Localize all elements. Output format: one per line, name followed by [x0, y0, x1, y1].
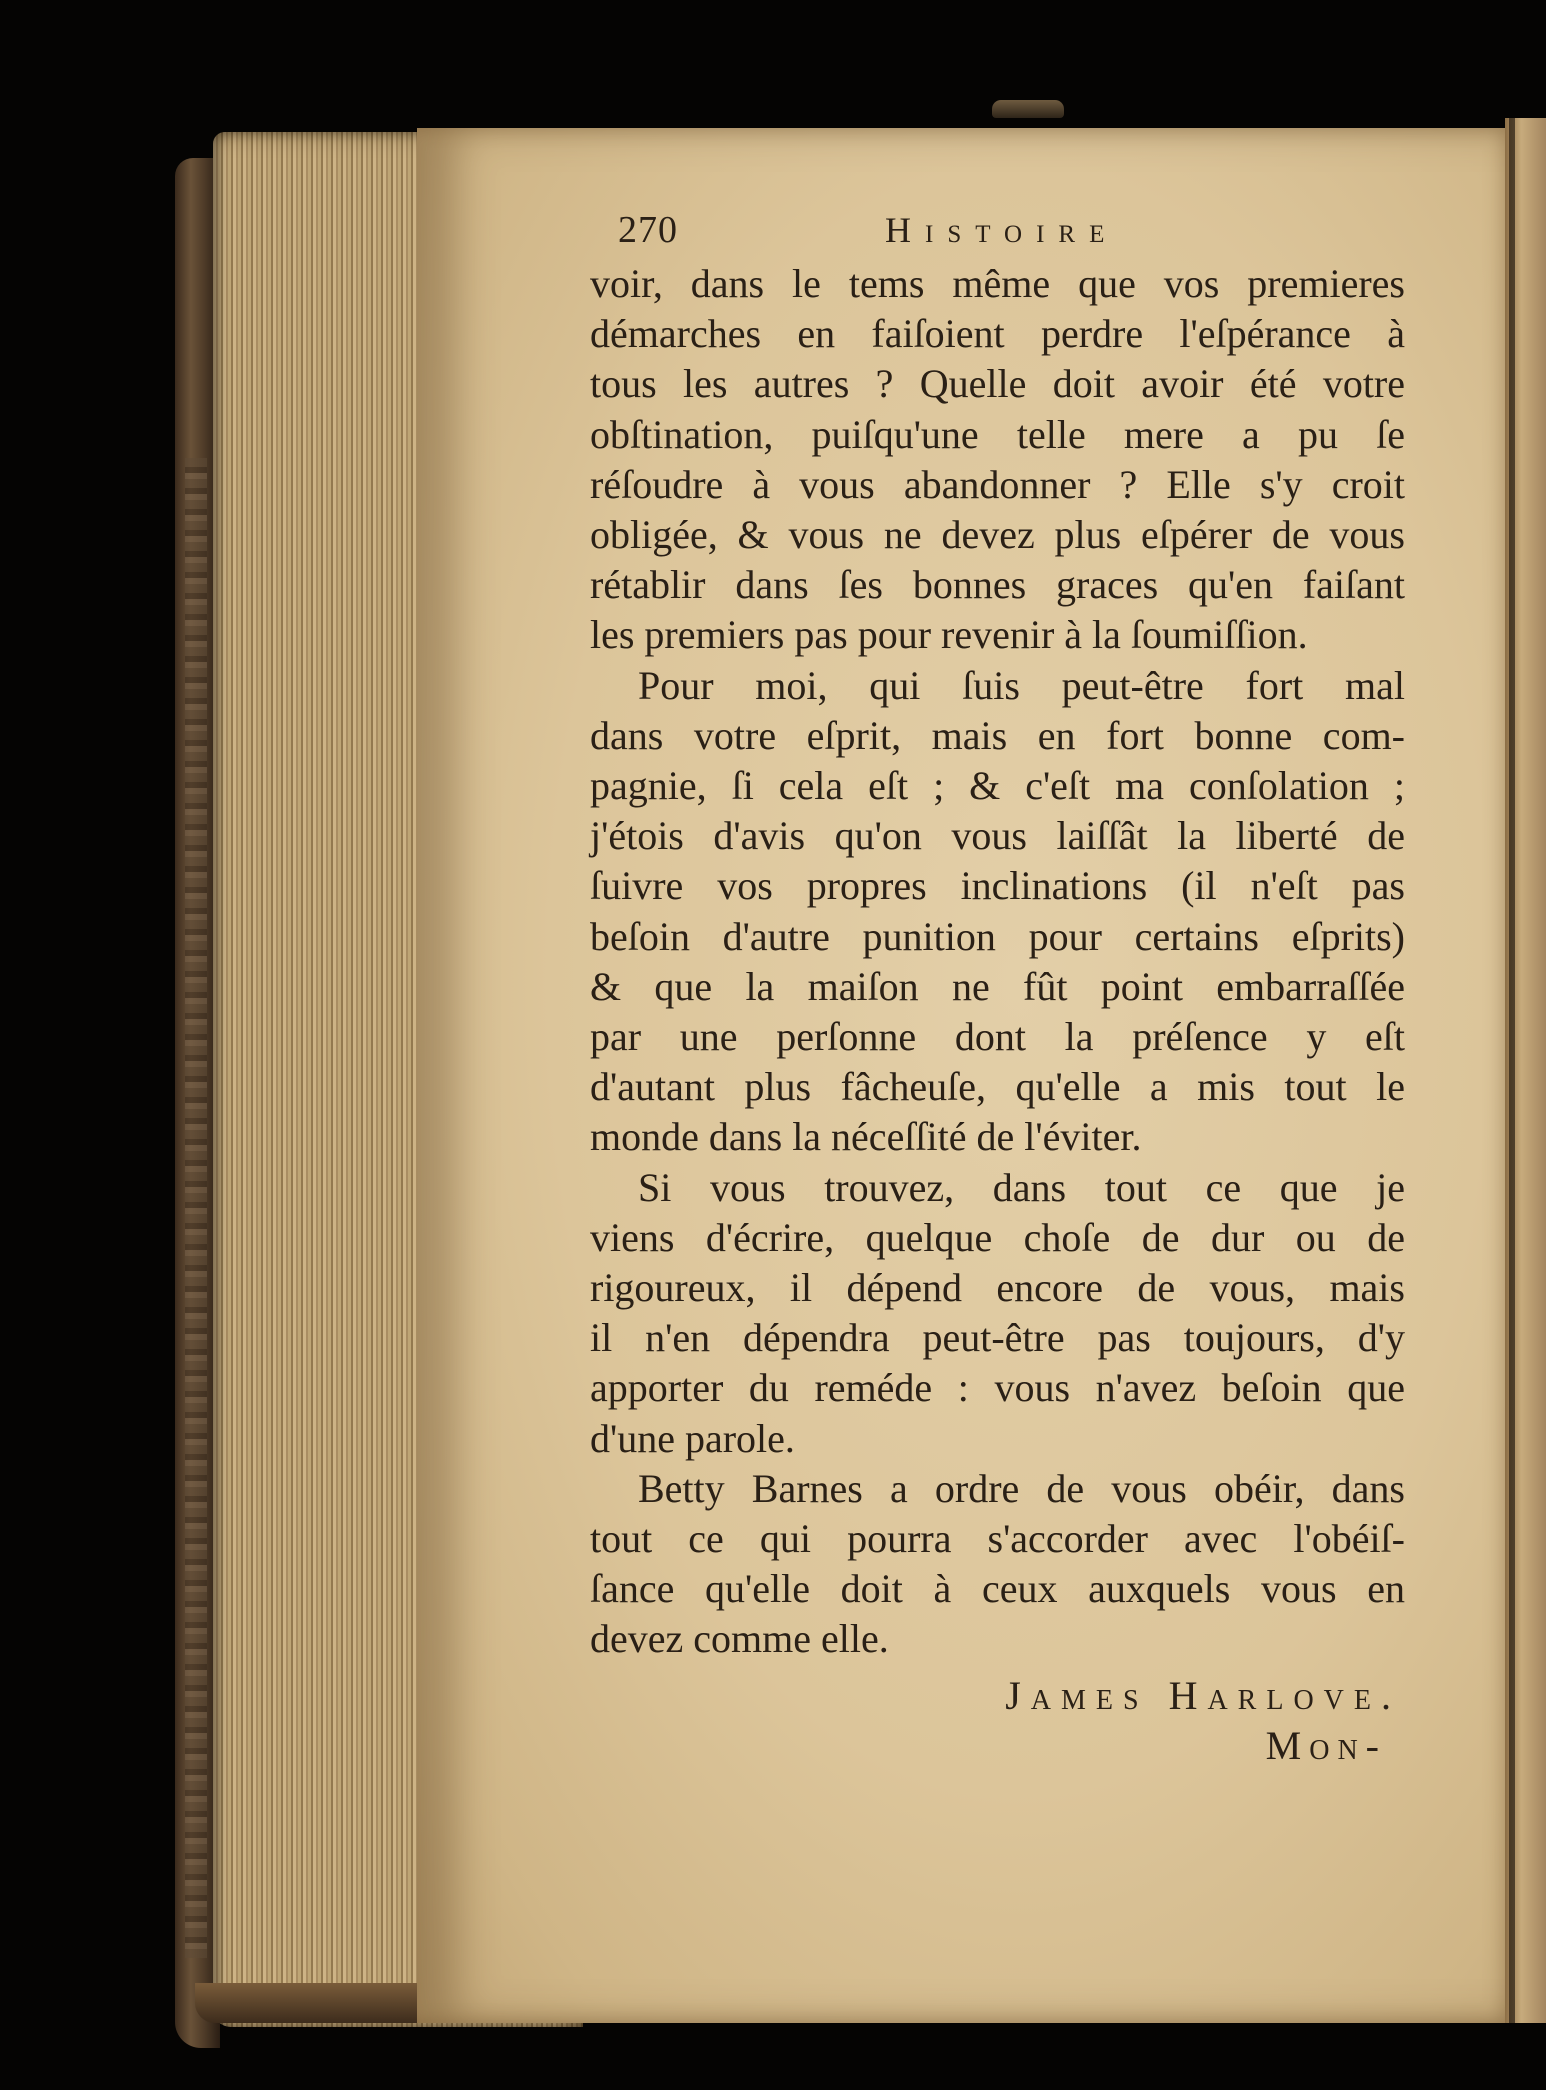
text-line: il n'en dépendra peut-être pas toujours, d'y [590, 1315, 1405, 1361]
text-line: Betty Barnes a ordre de vous obéir, dans [638, 1465, 1405, 1511]
text-line: pagnie, ſi cela eſt ; & c'eſt ma conſolation ; [590, 763, 1405, 809]
paragraph [590, 1163, 1405, 1464]
paragraph [590, 661, 1405, 1163]
text-line: viens d'écrire, quelque choſe de dur ou de [590, 1214, 1405, 1260]
running-head: Histoire [885, 210, 1119, 250]
text-line: obligée, & vous ne devez plus eſpérer de vous [590, 512, 1405, 558]
text-line: réſoudre à vous abandonner ? Elle s'y croit [590, 461, 1405, 507]
page-text [590, 205, 1405, 1771]
text-line: apporter du reméde : vous n'avez beſoin que [590, 1365, 1405, 1411]
text-line: d'autant plus fâcheuſe, qu'elle a mis tout le [590, 1064, 1405, 1110]
text-line: tout ce qui pourra s'accorder avec l'obéiſ- [590, 1516, 1405, 1562]
signature: James Harlove. [1005, 1672, 1401, 1718]
text-line: monde dans la néceſſité de l'éviter. [590, 1114, 1142, 1160]
text-line: ſuivre vos propres inclinations (il n'eſt pas [590, 863, 1405, 909]
text-line: tous les autres ? Quelle doit avoir été votre [590, 361, 1405, 407]
spine-mottling [185, 458, 207, 1958]
text-line: par une perſonne dont la préſence y eſt [590, 1014, 1405, 1060]
text-line: j'étois d'avis qu'on vous laiſſât la liberté de [590, 813, 1405, 859]
text-line: dans votre eſprit, mais en fort bonne com- [590, 712, 1405, 758]
page-header [590, 205, 1405, 255]
text-line: beſoin d'autre punition pour certains eſprits) [590, 913, 1405, 959]
text-line: devez comme elle. [590, 1616, 889, 1662]
body-text [590, 259, 1405, 1665]
text-line: démarches en faiſoient perdre l'eſpérance à [590, 311, 1405, 357]
text-line: & que la maiſon ne fût point embarraſſée [590, 963, 1405, 1009]
text-line: rétablir dans ſes bonnes graces qu'en faiſant [590, 562, 1405, 608]
page-number: 270 [618, 209, 678, 251]
text-line: d'une parole. [590, 1415, 795, 1461]
text-line: Si vous trouvez, dans tout ce que je [638, 1164, 1405, 1210]
catchword: Mon- [1265, 1722, 1387, 1768]
facing-page-edge [1505, 118, 1546, 2023]
text-line: obſtination, puiſqu'une telle mere a pu ſe [590, 411, 1405, 457]
text-line: rigoureux, il dépend encore de vous, mais [590, 1265, 1405, 1311]
text-line: voir, dans le tems même que vos premieres [590, 261, 1405, 306]
text-line: les premiers pas pour revenir à la ſoumiſſion. [590, 612, 1308, 658]
gutter-shadow [1509, 118, 1515, 2023]
paragraph [590, 259, 1405, 661]
paragraph [590, 1464, 1405, 1665]
book-clasp [992, 100, 1064, 118]
text-line: ſance qu'elle doit à ceux auxquels vous en [590, 1566, 1405, 1612]
text-line: Pour moi, qui ſuis peut-être fort mal [638, 662, 1405, 708]
